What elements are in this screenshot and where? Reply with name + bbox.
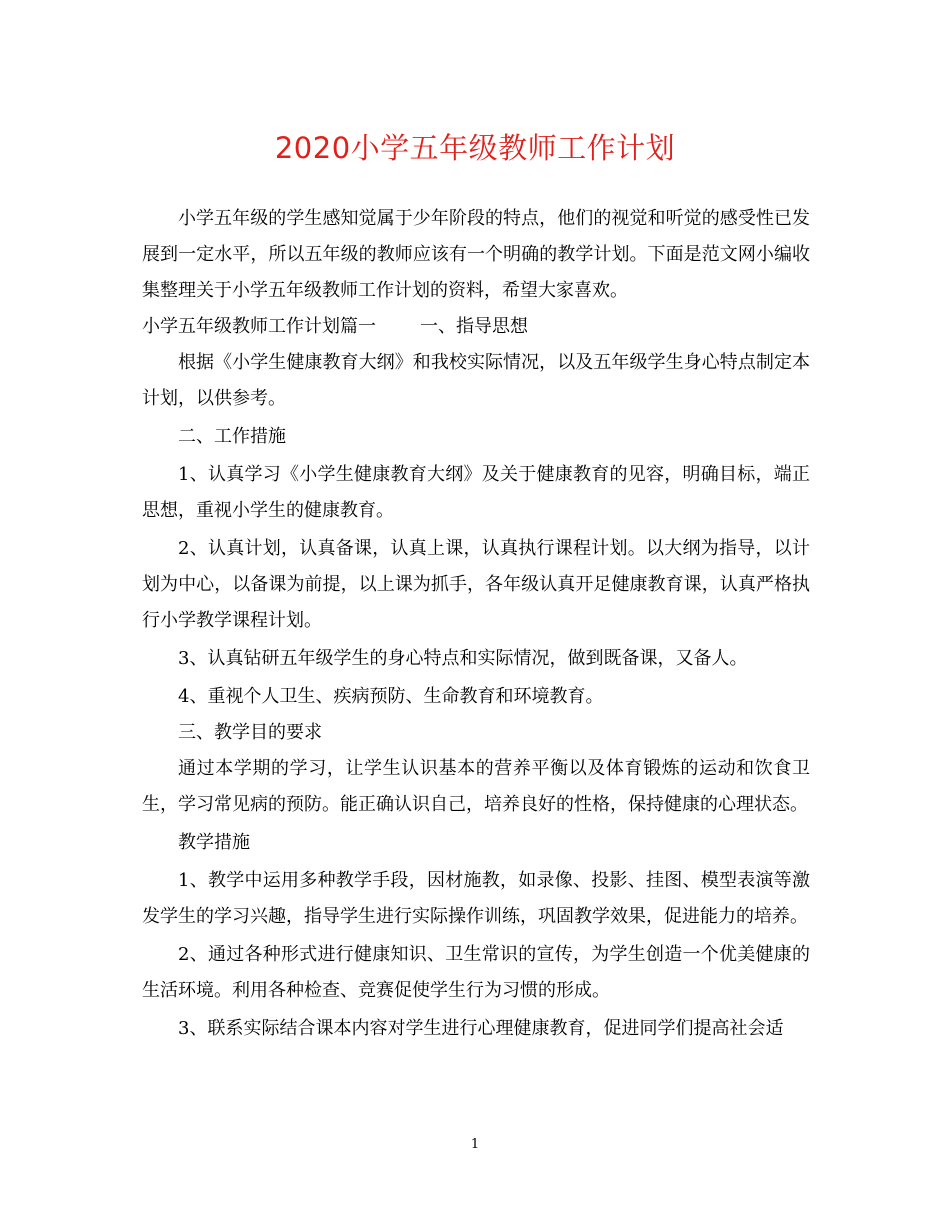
- heading-paragraph: 教学措施: [178, 832, 250, 853]
- paragraph: 4、重视个人卫生、疾病预防、生命教育和环境教育。: [178, 686, 604, 707]
- page-number: 1: [470, 1137, 480, 1152]
- paragraph: 2、认真计划，认真备课，认真上课，认真执行课程计划。以大纲为指导，以计划为中心，以备课为前提，以上课为抓手，各年级认真开足健康教育课，认真严格执行小学教学课程计划。: [142, 538, 810, 631]
- document-title: 2020小学五年级教师工作计划: [274, 131, 676, 165]
- paragraph: 根据《小学生健康教育大纲》和我校实际情况，以及五年级学生身心特点制定本计划，以供参考。: [142, 352, 810, 409]
- paragraph: 1、认真学习《小学生健康教育大纲》及关于健康教育的见容，明确目标，端正思想，重视小学生的健康教育。: [142, 464, 810, 521]
- section-label: 小学五年级教师工作计划篇一: [142, 316, 376, 337]
- paragraph: 通过本学期的学习，让学生认识基本的营养平衡以及体育锻炼的运动和饮食卫生，学习常见病的预防。能正确认识自己，培养良好的性格，保持健康的心理状态。: [142, 758, 810, 815]
- paragraph: 3、联系实际结合课本内容对学生进行心理健康教育，促进同学们提高社会适: [178, 1018, 784, 1039]
- document-body: [142, 201, 810, 1047]
- paragraph: 3、认真钻研五年级学生的身心特点和实际情况，做到既备课，又备人。: [178, 648, 748, 669]
- paragraph: 1、教学中运用多种教学手段，因材施教，如录像、投影、挂图、模型表演等激发学生的学习兴趣，指导学生进行实际操作训练，巩固教学效果，促进能力的培养。: [142, 870, 810, 927]
- section-heading: 一、指导思想: [420, 316, 528, 337]
- heading-paragraph: 三、教学目的要求: [178, 722, 322, 743]
- heading-paragraph: 二、工作措施: [178, 426, 286, 447]
- intro-paragraph: 小学五年级的学生感知觉属于少年阶段的特点，他们的视觉和听觉的感受性已发展到一定水平，所以五年级的教师应该有一个明确的教学计划。下面是范文网小编收集整理关于小学五年级教师工作计划的资料，希望大家喜欢。: [142, 208, 810, 301]
- paragraph: 2、通过各种形式进行健康知识、卫生常识的宣传，为学生创造一个优美健康的生活环境。利用各种检查、竞赛促使学生行为习惯的形成。: [142, 944, 810, 1001]
- section-line: [142, 309, 810, 345]
